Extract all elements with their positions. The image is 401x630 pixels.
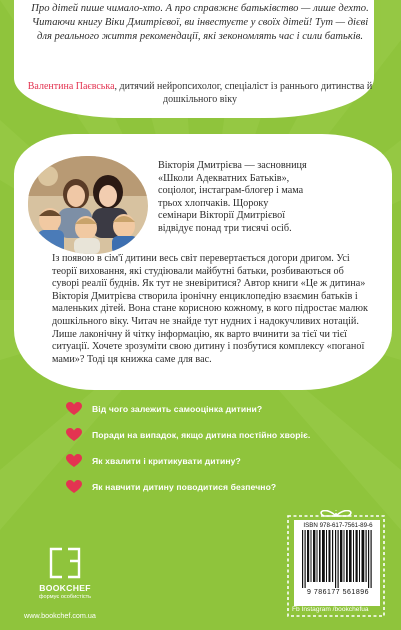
heart-icon <box>66 428 82 442</box>
highlight-text: Як навчити дитину поводитися безпечно? <box>92 482 277 492</box>
list-item <box>66 428 310 442</box>
isbn-label: ISBN 978-617-7561-89-6 <box>303 522 373 529</box>
barcode-number: 9 786177 561896 <box>307 589 369 596</box>
publisher-name: BOOKCHEF <box>39 583 91 593</box>
list-item <box>66 402 262 416</box>
author-bio <box>158 160 308 236</box>
publisher-slogan: формує особистість <box>38 594 92 600</box>
social-handle: Fb Instagram /bookchefua <box>292 606 369 613</box>
review-author-name: Валентина Паєвська <box>27 81 115 92</box>
heart-icon <box>66 480 82 494</box>
highlight-text: Як хвалити і критикувати дитину? <box>92 456 241 466</box>
list-item <box>66 454 241 468</box>
author-family-photo <box>28 156 148 254</box>
highlight-text: Від чого залежить самооцінка дитини? <box>92 404 263 414</box>
list-item <box>66 480 276 494</box>
bookchef-logo-icon <box>48 546 82 580</box>
review-author-role: , дитячий нейропсихолог, спеціаліст із раннього дитинства й дошкільного віку <box>114 81 373 105</box>
highlight-text: Поради на випадок, якщо дитина постійно хворіє. <box>92 430 311 440</box>
heart-icon <box>66 454 82 468</box>
publisher-logo <box>34 546 96 606</box>
book-description: Із появою в сім'ї дитини весь світ перевертається догори дригом. Усі теорії виховання, які студіювали майбутні батьки, розбиваються об суворі реалії буднів. Як тут не зневіритися? Автор книги «Це ж дитина» Вікторія Дмитрієва створила іронічну енциклопедію взаємин батьків і маленьких дітей. Вона стане корисною кожному, в кого підростає малюк дошкільного віку. Читач не знайде тут нудних і надокучливих нотацій. Лише лаконічну й чітку інформацію, як варто вчинити за тієї чи тієї ситуації. Хочете зрозуміти свою дитину і позбутися комплексу «поганої мами»? Тоді ця книжка саме для вас. <box>52 253 368 365</box>
heart-icon <box>66 402 82 416</box>
barcode-graphic <box>300 530 376 588</box>
publisher-website: www.bookchef.com.ua <box>24 611 96 620</box>
review-author <box>24 80 376 106</box>
author-bio-text: Вікторія Дмитрієва — засновниця «Школи Адекватних Батьків», соціолог, інстаграм-блогер і мама трьох хлопчаків. Щороку семінари Вікторії Дмитрієвої відвідує понад три тисячі осіб. <box>158 160 307 234</box>
review-quote: Про дітей пише чимало-хто. А про справжнє батьківство — лише дехто. Читаючи книгу Віки Дмитрієвої, ви інвестуєте у своїх дітей! Тут — дієві для реального життя рекомендації, які зекономлять час і сили батьків. <box>31 3 369 42</box>
